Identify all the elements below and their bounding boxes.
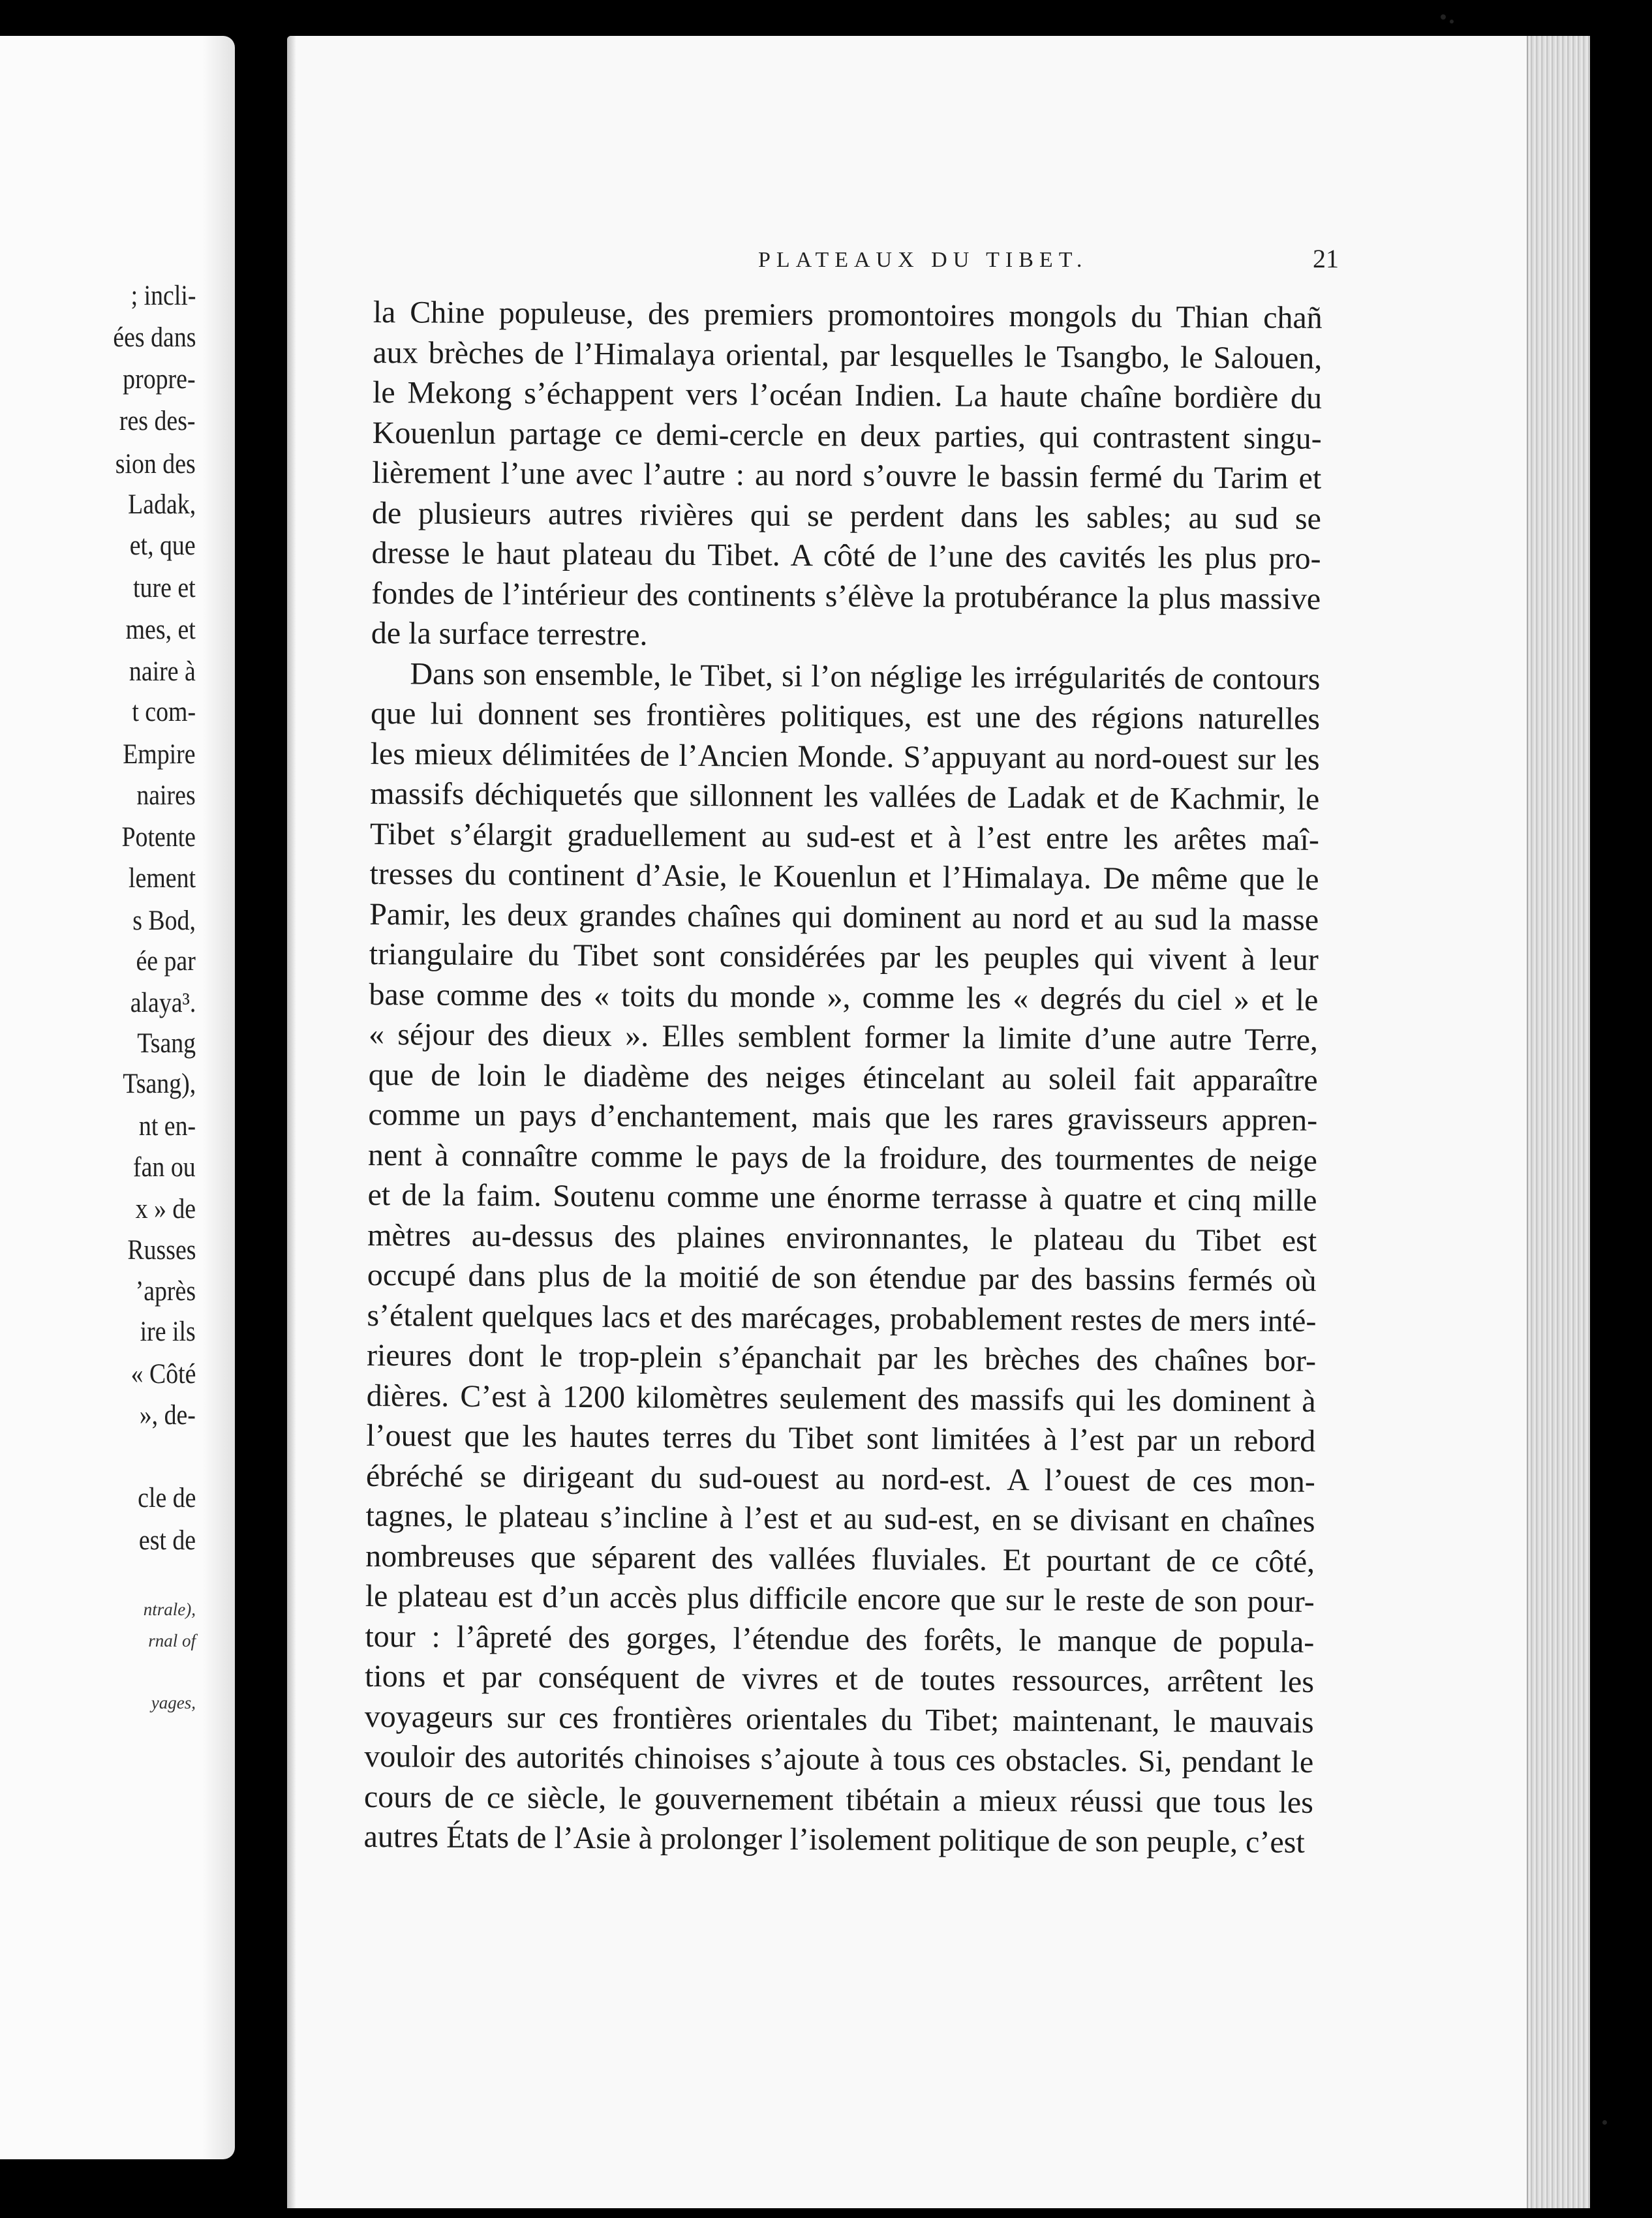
left-page-line: Potente [121, 822, 196, 853]
text-line: et de la faim. Soutenu comme une énorme terrasse à quatre et cinq mille [367, 1177, 1317, 1218]
left-page-line: « Côté [130, 1359, 196, 1390]
running-head: PLATEAUX DU TIBET. [758, 248, 1088, 272]
left-page-line: Tsang), [123, 1069, 196, 1099]
left-page-footnote: rnal of [148, 1631, 196, 1650]
text-line: voyageurs sur ces frontières orientales du Tibet; maintenant, le mauvais [364, 1699, 1314, 1740]
page-edges [1527, 36, 1590, 2208]
left-page-line: Russes [127, 1235, 196, 1266]
text-line: occupé dans plus de la moitié de son étendue par des bassins fermés où [367, 1257, 1317, 1298]
left-page-line: naires [136, 780, 196, 811]
left-page-line: nt en- [138, 1111, 196, 1142]
page-number: 21 [1313, 244, 1339, 273]
text-line: les mieux délimitées de l’Ancien Monde. S’appuyant au nord-ouest sur les [370, 736, 1320, 777]
text-line: de la surface terrestre. [371, 615, 648, 652]
left-page-line: ’après [135, 1276, 196, 1307]
text-line: mètres au-dessus des plaines environnantes, le plateau du Tibet est [367, 1217, 1317, 1258]
text-line: lièrement l’une avec l’autre : au nord s’ouvre le bassin fermé du Tarim et [372, 455, 1322, 496]
left-page-line: res des- [119, 406, 196, 436]
left-page-line: s Bod, [132, 905, 196, 936]
text-line: autres États de l’Asie à prolonger l’isolement politique de son peuple, c’est [363, 1819, 1305, 1860]
text-line: cours de ce siècle, le gouvernement tibétain a mieux réussi que tous les [363, 1779, 1314, 1820]
text-line: dières. C’est à 1200 kilomètres seulement des massifs qui les dominent à [366, 1378, 1316, 1419]
left-page-line: cle de [137, 1483, 196, 1513]
left-page-line: Empire [123, 739, 196, 770]
text-line: ébréché se dirigeant du sud-ouest au nord-est. A l’ouest de ces mon- [365, 1458, 1316, 1499]
scan-speck [1441, 14, 1446, 20]
right-page [287, 36, 1590, 2208]
left-page-line: naire à [129, 656, 196, 687]
scan-speck [1450, 20, 1454, 23]
left-page-line: est de [138, 1525, 196, 1556]
text-line: tions et par conséquent de vivres et de toutes ressources, arrêtent les [364, 1658, 1315, 1699]
text-line: s’étalent quelques lacs et des marécages, probablement restes de mers inté- [367, 1298, 1317, 1339]
text-line: de plusieurs autres rivières qui se perdent dans les sables; au sud se [371, 495, 1322, 536]
left-page-line: lement [129, 863, 196, 894]
text-line: Pamir, les deux grandes chaînes qui dominent au nord et au sud la masse [369, 896, 1319, 937]
text-line: comme un pays d’enchantement, mais que les rares gravisseurs appren- [368, 1097, 1318, 1138]
left-page-line: Ladak, [127, 489, 196, 520]
text-line: rieures dont le trop-plein s’épanchait par les brèches des chaînes bor- [366, 1337, 1317, 1378]
left-page-line: ture et [133, 573, 196, 603]
left-page-footnote: ntrale), [143, 1600, 196, 1619]
left-page-line: sion des [115, 449, 196, 479]
right-page-gutter [287, 36, 296, 2208]
left-page-line: alaya³. [130, 988, 196, 1018]
left-page-line: ée par [136, 946, 196, 977]
left-page-line: propre- [123, 364, 196, 395]
text-line: tagnes, le plateau s’incline à l’est et au sud-est, en se divisant en chaînes [365, 1498, 1315, 1539]
text-line: la Chine populeuse, des premiers promontoires mongols du Thian chañ [373, 294, 1323, 335]
left-page-line: ire ils [140, 1316, 196, 1347]
text-line: l’ouest que les hautes terres du Tibet sont limitées à l’est par un rebord [366, 1418, 1316, 1459]
left-page-line: t com- [132, 697, 196, 727]
text-line: Tibet s’élargit graduellement au sud-est et à l’est entre les arêtes maî- [369, 816, 1320, 857]
text-line: nent à connaître comme le pays de la froidure, des tourmentes de neige [367, 1137, 1318, 1178]
left-page-line: ées dans [112, 322, 196, 353]
left-page-line: », de- [139, 1400, 196, 1431]
text-line: « séjour des dieux ». Elles semblent former la limite d’une autre Terre, [368, 1016, 1319, 1057]
text-line: le plateau est d’un accès plus difficile encore que sur le reste de son pour- [365, 1578, 1315, 1619]
left-page-line: ; incli- [130, 281, 196, 311]
text-line: tour : l’âpreté des gorges, l’étendue des forêts, le manque de popula- [365, 1618, 1315, 1660]
text-line: massifs déchiquetés que sillonnent les vallées de Ladak et de Kachmir, le [370, 776, 1320, 817]
text-line: tresses du continent d’Asie, le Kouenlun et l’Himalaya. De même que le [369, 856, 1319, 897]
body-text [363, 292, 1323, 1862]
text-line: Kouenlun partage ce demi-cercle en deux parties, qui contrastent singu- [372, 415, 1322, 456]
left-page-line: mes, et [125, 615, 196, 645]
left-page-line: fan ou [133, 1152, 196, 1183]
text-line: base comme des « toits du monde », comme les « degrés du ciel » et le [369, 977, 1319, 1018]
text-line: Dans son ensemble, le Tibet, si l’on néglige les irrégularités de contours [410, 656, 1321, 697]
left-page [0, 36, 235, 2159]
text-line: le Mekong s’échappent vers l’océan Indien. La haute chaîne bordière du [372, 374, 1323, 416]
text-line: dresse le haut plateau du Tibet. A côté de l’une des cavités les plus pro- [371, 535, 1321, 576]
text-line: aux brèches de l’Himalaya oriental, par lesquelles le Tsangbo, le Salouen, [373, 335, 1323, 376]
text-line: triangulaire du Tibet sont considérées par les peuples qui vivent à leur [369, 936, 1319, 977]
left-page-spine-shadow [202, 36, 235, 2159]
text-line: vouloir des autorités chinoises s’ajoute à tous ces obstacles. Si, pendant le [364, 1739, 1314, 1780]
text-line: que lui donnent ses frontières politiques, est une des régions naturelles [370, 695, 1321, 737]
left-page-footnote: yages, [151, 1693, 196, 1712]
text-line: nombreuses que séparent des vallées fluviales. Et pourtant de ce côté, [365, 1538, 1315, 1579]
left-page-line: x » de [135, 1194, 196, 1224]
left-page-line: Tsang [137, 1028, 196, 1059]
text-line: que de loin le diadème des neiges étincelant au soleil fait apparaître [368, 1057, 1318, 1098]
text-line: fondes de l’intérieur des continents s’élève la protubérance la plus massive [371, 575, 1321, 616]
scan-speck [1602, 2120, 1607, 2125]
left-page-line: et, que [130, 530, 196, 561]
